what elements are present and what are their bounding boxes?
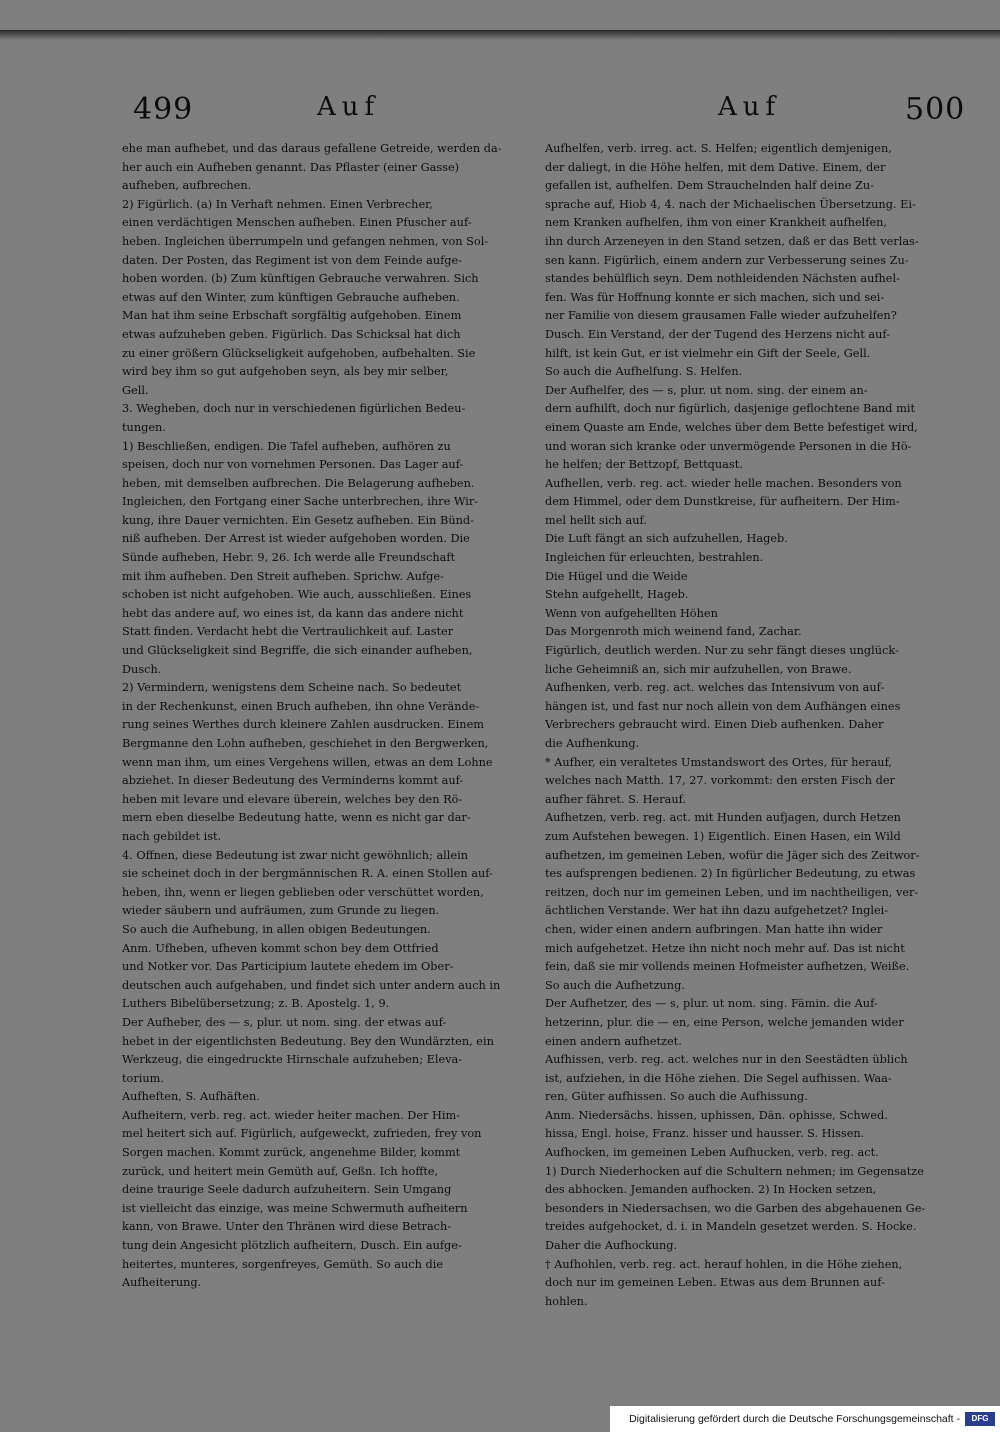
text-line: heben. Ingleichen überrumpeln und gefangen nehmen, von Sol- — [122, 234, 489, 248]
text-line: Anm. Ufheben, ufheven kommt schon bey dem Ottfried — [122, 941, 439, 955]
text-line: Aufheitern, verb. reg. act. wieder heiter machen. Der Him- — [122, 1108, 461, 1122]
text-line: kann, von Brawe. Unter den Thränen wird diese Betrach- — [122, 1220, 452, 1234]
text-line: fen. Was für Hoffnung konnte er sich machen, sich und sei- — [545, 290, 885, 304]
text-line: und woran sich kranke oder unvermögende Personen in die Hö- — [545, 439, 912, 453]
text-line: kung, ihre Dauer vernichten. Ein Gesetz aufheben. Ein Bünd- — [122, 513, 474, 527]
text-line: speisen, doch nur von vornehmen Personen. Das Lager auf- — [122, 458, 464, 472]
text-line: Der Aufhetzer, des — s, plur. ut nom. sing. Fämin. die Auf- — [545, 997, 878, 1011]
text-line: Aufheiterung. — [122, 1276, 202, 1290]
text-line: hissa, Engl. hoise, Franz. hisser und hausser. S. Hissen. — [545, 1127, 865, 1141]
text-line: nach gebildet ist. — [122, 829, 222, 843]
text-line: wieder säubern und aufräumen, zum Grunde zu liegen. — [122, 904, 440, 918]
text-line: liche Geheimniß an, sich mir aufzuhellen, von Brawe. — [545, 662, 852, 676]
text-line: Daher die Aufhockung. — [545, 1239, 678, 1253]
text-line: etwas aufzuheben geben. Figürlich. Das Schicksal hat dich — [122, 327, 461, 341]
text-line: 3. Wegheben, doch nur in verschiedenen figürlichen Bedeu- — [122, 402, 466, 416]
text-line: zurück, und heitert mein Gemüth auf, Geßn. Ich hoffte, — [122, 1164, 439, 1178]
text-line: Aufhocken, im gemeinen Leben Aufhucken, verb. reg. act. — [545, 1146, 879, 1160]
text-line: Aufhissen, verb. reg. act. welches nur in den Seestädten üblich — [545, 1053, 908, 1067]
text-line: zum Aufstehen bewegen. 1) Eigentlich. Einen Hasen, ein Wild — [545, 829, 901, 843]
text-line: tes aufsprengen bedienen. 2) In figürlicher Bedeutung, zu etwas — [545, 867, 916, 881]
text-line: Bergmanne den Lohn aufheben, geschiehet in den Bergwerken, — [122, 737, 489, 750]
text-line: niß aufheben. Der Arrest ist wieder aufgehoben worden. Die — [122, 532, 470, 546]
text-line: † Aufhohlen, verb. reg. act. herauf hohlen, in die Höhe ziehen, — [545, 1257, 903, 1271]
text-line: aufheben, aufbrechen. — [122, 179, 252, 193]
text-line: reitzen, doch nur im gemeinen Leben, und im nachtheiligen, ver- — [545, 885, 919, 899]
text-line: aufhetzen, im gemeinen Leben, wofür die Jäger sich des Zeitwor- — [545, 848, 920, 862]
text-line: Die Luft fängt an sich aufzuhellen, Hageb. — [545, 532, 788, 546]
text-line: 2) Figürlich. (a) In Verhaft nehmen. Einen Verbrecher, — [122, 197, 433, 211]
text-line: Sorgen machen. Kommt zurück, angenehme Bilder, kommt — [122, 1146, 461, 1160]
text-line: Dusch. — [122, 662, 162, 676]
text-line: her auch ein Aufheben genannt. Das Pflaster (einer Gasse) — [122, 160, 460, 174]
text-line: Statt finden. Verdacht hebt die Vertraulichkeit auf. Laster — [122, 625, 454, 639]
text-line: ner Familie von diesem grausamen Falle wieder aufzuhelfen? — [545, 309, 897, 323]
text-line: und Notker vor. Das Participium lautete ehedem im Ober- — [122, 960, 454, 974]
text-line: he helfen; der Bettzopf, Bettquast. — [545, 458, 743, 472]
text-line: dem Himmel, oder dem Dunstkreise, für aufheitern. Der Him- — [545, 495, 900, 509]
text-line: mit ihm aufheben. Den Streit aufheben. Sprichw. Aufge- — [122, 569, 444, 583]
text-line: und Glückseligkeit sind Begriffe, die sich einander aufheben, — [122, 644, 473, 658]
text-line: Ingleichen für erleuchten, bestrahlen. — [545, 551, 764, 565]
text-line: Stehn aufgehellt, Hageb. — [545, 588, 689, 602]
text-line: treides aufgehocket, d. i. in Mandeln gesetzet werden. S. Hocke. — [545, 1220, 917, 1234]
text-line: ist vielleicht das einzige, was meine Schwermuth aufheitern — [122, 1201, 468, 1215]
text-line: deine traurige Seele dadurch aufzuheitern. Sein Umgang — [122, 1183, 452, 1197]
text-line: chen, wider einen andern aufbringen. Man hatte ihn wider — [545, 922, 883, 936]
text-line: 1) Durch Niederhocken auf die Schultern nehmen; im Gegensatze — [545, 1164, 924, 1178]
text-line: sprache auf, Hiob 4, 4. nach der Michaelischen Übersetzung. Ei- — [545, 197, 916, 211]
text-line: Wenn von aufgehellten Höhen — [545, 606, 718, 620]
text-line: ren, Güter aufhissen. So auch die Aufhissung. — [545, 1090, 808, 1104]
text-line: ehe man aufhebet, und das daraus gefallene Getreide, werden da- — [122, 142, 502, 155]
text-line: die Aufhenkung. — [545, 737, 640, 750]
text-line: ihn durch Arzeneyen in den Stand setzen, daß er das Bett verlas- — [545, 234, 919, 248]
text-line: Der Aufheber, des — s, plur. ut nom. sing. der etwas auf- — [122, 1015, 447, 1029]
text-line: wird bey ihm so gut aufgehoben seyn, als bey mir selber, — [122, 365, 449, 379]
text-line: der daliegt, in die Höhe helfen, mit dem Dative. Einem, der — [545, 160, 886, 174]
text-line: Verbrechers gebraucht wird. Einen Dieb aufhenken. Daher — [545, 718, 884, 732]
text-column-right — [545, 140, 985, 1311]
text-line: hängen ist, und fast nur noch allein von dem Aufhängen eines — [545, 699, 901, 713]
text-line: So auch die Aufhelfung. S. Helfen. — [545, 365, 743, 379]
text-line: mel hellt sich auf. — [545, 513, 647, 527]
text-line: gefallen ist, aufhelfen. Dem Strauchelnden half deine Zu- — [545, 179, 874, 193]
text-line: besonders in Niedersachsen, wo die Garben des abgehauenen Ge- — [545, 1201, 926, 1215]
text-line: hetzerinn, plur. die — en, eine Person, welche jemanden wider — [545, 1015, 904, 1029]
running-head-right: Auf — [718, 92, 782, 122]
text-line: * Aufher, ein veraltetes Umstandswort des Ortes, für herauf, — [545, 755, 892, 769]
text-line: hebet in der eigentlichsten Bedeutung. Bey den Wundärzten, ein — [122, 1034, 494, 1048]
text-line: Werkzeug, die eingedruckte Hirnschale aufzuheben; Eleva- — [122, 1053, 463, 1067]
text-line: heitertes, munteres, sorgenfreyes, Gemüth. So auch die — [122, 1257, 444, 1271]
text-line: mel heitert sich auf. Figürlich, aufgeweckt, zufrieden, frey von — [122, 1127, 482, 1141]
text-line: welches nach Matth. 17, 27. vorkommt: den ersten Fisch der — [545, 774, 895, 788]
text-line: standes behülflich seyn. Dem nothleidenden Nächsten aufhel- — [545, 272, 900, 286]
text-line: Anm. Niedersächs. hissen, uphissen, Dän. ophisse, Schwed. — [545, 1108, 888, 1122]
text-line: ächtlichen Verstande. Wer hat ihn dazu aufgehetzet? Inglei- — [545, 904, 889, 918]
text-line: Aufhelfen, verb. irreg. act. S. Helfen; eigentlich demjenigen, — [545, 142, 892, 155]
text-line: Sünde aufheben, Hebr. 9, 26. Ich werde alle Freundschaft — [122, 551, 456, 565]
text-line: tung dein Angesicht plötzlich aufheitern, Dusch. Ein aufge- — [122, 1239, 462, 1253]
text-line: deutschen auch aufgehaben, und findet sich unter andern auch in — [122, 978, 501, 992]
text-line: wenn man ihm, um eines Vergehens willen, etwas an dem Lohne — [122, 755, 493, 769]
text-line: schoben ist nicht aufgehoben. Wie auch, ausschließen. Eines — [122, 588, 472, 602]
text-line: Das Morgenroth mich weinend fand, Zachar. — [545, 625, 802, 639]
text-line: ist, aufziehen, in die Höhe ziehen. Die Segel aufhissen. Waa- — [545, 1071, 892, 1085]
text-line: heben mit levare und elevare überein, welches bey den Rö- — [122, 792, 463, 806]
text-line: sie scheinet doch in der bergmännischen R. A. einen Stollen auf- — [122, 867, 493, 881]
text-line: Gell. — [122, 383, 149, 397]
page-number-left: 499 — [133, 92, 194, 127]
text-line: daten. Der Posten, das Regiment ist von dem Feinde aufge- — [122, 253, 463, 267]
text-line: fein, daß sie mir vollends meinen Hofmeister aufhetzen, Weiße. — [545, 960, 910, 974]
text-line: hebt das andere auf, wo eines ist, da kann das andere nicht — [122, 606, 464, 620]
text-line: rung seines Werthes durch kleinere Zahlen ausdrucken. Einem — [122, 718, 484, 732]
text-line: Aufhenken, verb. reg. act. welches das Intensivum von auf- — [545, 681, 885, 695]
text-line: des abhocken. Jemanden aufhocken. 2) In Hocken setzen, — [545, 1183, 877, 1197]
text-line: tungen. — [122, 420, 166, 434]
text-line: doch nur im gemeinen Leben. Etwas aus dem Brunnen auf- — [545, 1276, 885, 1290]
text-line: Der Aufhelfer, des — s, plur. ut nom. sing. der einem an- — [545, 383, 868, 397]
text-line: 1) Beschließen, endigen. Die Tafel aufheben, aufhören zu — [122, 439, 451, 453]
text-line: So auch die Aufhebung, in allen obigen Bedeutungen. — [122, 922, 431, 936]
text-line: 2) Vermindern, wenigstens dem Scheine nach. So bedeutet — [122, 681, 462, 695]
text-line: Die Hügel und die Weide — [545, 569, 688, 583]
text-line: So auch die Aufhetzung. — [545, 978, 685, 992]
text-column-left — [122, 140, 534, 1293]
text-line: torium. — [122, 1071, 164, 1085]
text-line: in der Rechenkunst, einen Bruch aufheben, ihn ohne Verände- — [122, 699, 480, 713]
text-line: Man hat ihm seine Erbschaft sorgfältig aufgehoben. Einem — [122, 309, 462, 323]
text-line: Figürlich, deutlich werden. Nur zu sehr fängt dieses unglück- — [545, 644, 899, 658]
text-line: etwas auf den Winter, zum künftigen Gebrauche aufheben. — [122, 290, 460, 304]
funding-notice: Digitalisierung gefördert durch die Deutsche Forschungsgemeinschaft - — [629, 1413, 960, 1425]
footer-banner — [610, 1406, 1000, 1432]
text-line: mern eben dieselbe Bedeutung hatte, wenn es nicht gar dar- — [122, 811, 471, 825]
text-line: heben, ihn, wenn er liegen geblieben oder verschüttet worden, — [122, 885, 484, 899]
dfg-logo: DFG — [965, 1412, 995, 1426]
text-line: Aufhetzen, verb. reg. act. mit Hunden aufjagen, durch Hetzen — [545, 811, 901, 825]
text-line: dern aufhilft, doch nur figürlich, dasjenige geflochtene Band mit — [545, 402, 915, 416]
text-line: sen kann. Figürlich, einem andern zur Verbesserung seines Zu- — [545, 253, 909, 267]
text-line: nem Kranken aufhelfen, ihm von einer Krankheit aufhelfen, — [545, 216, 887, 230]
text-line: Dusch. Ein Verstand, der der Tugend des Herzens nicht auf- — [545, 327, 891, 341]
running-head-left: Auf — [317, 92, 381, 122]
text-line: hilft, ist kein Gut, er ist vielmehr ein Gift der Seele, Gell. — [545, 346, 871, 360]
text-line: Aufhellen, verb. reg. act. wieder helle machen. Besonders von — [545, 476, 902, 490]
text-line: einen verdächtigen Menschen aufheben. Einen Pfuscher auf- — [122, 216, 472, 230]
text-line: hoben worden. (b) Zum künftigen Gebrauche verwahren. Sich — [122, 272, 479, 286]
text-line: Ingleichen, den Fortgang einer Sache unterbrechen, ihre Wir- — [122, 495, 479, 509]
text-line: einen andern aufhetzet. — [545, 1034, 682, 1048]
text-line: hohlen. — [545, 1294, 588, 1308]
text-line: 4. Offnen, diese Bedeutung ist zwar nicht gewöhnlich; allein — [122, 848, 468, 862]
text-line: Luthers Bibelübersetzung; z. B. Apostelg. 1, 9. — [122, 997, 390, 1011]
text-line: einem Quaste am Ende, welches über dem Bette befestiget wird, — [545, 420, 918, 434]
page-number-right: 500 — [905, 92, 966, 127]
text-line: abziehet. In dieser Bedeutung des Verminderns kommt auf- — [122, 774, 464, 788]
text-line: mich aufgehetzet. Hetze ihn nicht noch mehr auf. Das ist nicht — [545, 941, 905, 955]
text-line: zu einer größern Glückseligkeit aufgehoben, aufbehalten. Sie — [122, 346, 476, 360]
scan-edge-shadow — [0, 30, 1000, 40]
text-line: aufher fähret. S. Herauf. — [545, 792, 686, 806]
text-line: heben, mit demselben aufbrechen. Die Belagerung aufheben. — [122, 476, 475, 490]
text-line: Aufheften, S. Aufhäften. — [122, 1090, 260, 1104]
